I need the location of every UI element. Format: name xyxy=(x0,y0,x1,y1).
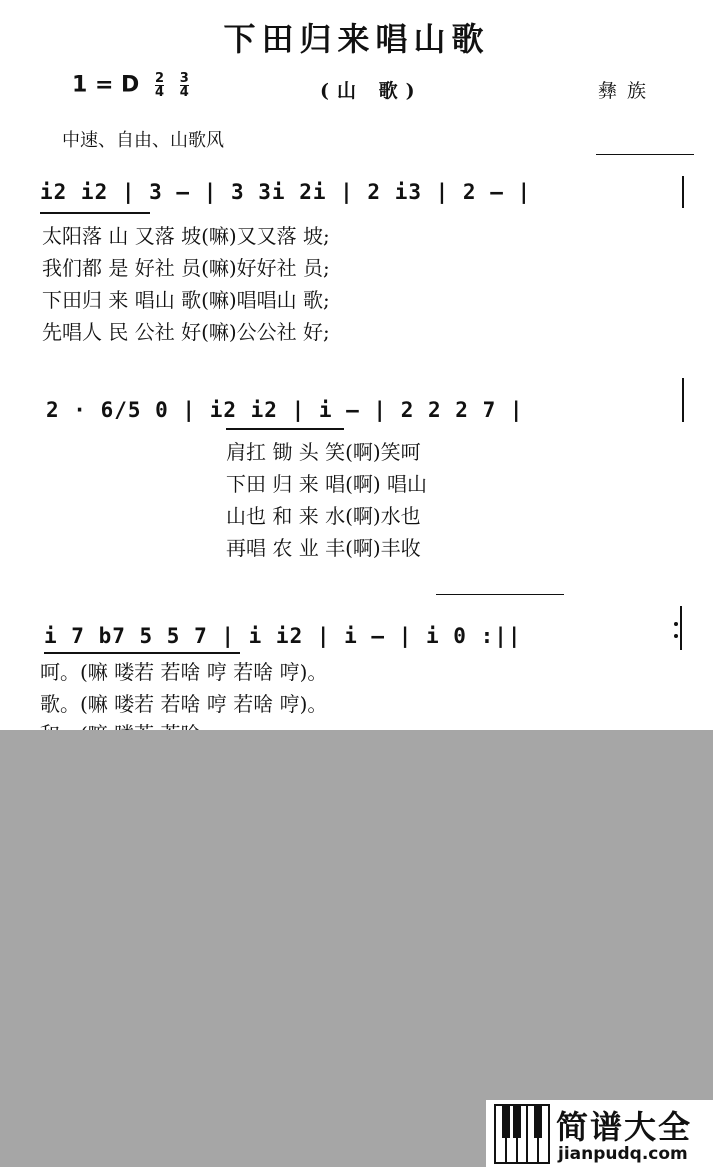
lyric-line-2-2: 下田 归 来 唱(啊) 唱山 xyxy=(226,472,428,496)
beat-underline xyxy=(44,652,240,654)
key-text: 1 = D xyxy=(72,72,140,98)
beat-underline xyxy=(226,428,344,430)
notation-line-2: 2 · 6/5 0 | i2 i2 | i – | 2 2 2 7 | xyxy=(46,398,524,422)
ethnicity-label: 彝族 xyxy=(598,80,657,102)
beat-underline xyxy=(40,212,150,214)
key-signature xyxy=(72,72,189,99)
lyric-line-1-4: 先唱人 民 公社 好(嘛)公公社 好; xyxy=(42,320,330,344)
song-title: 下田归来唱山歌 xyxy=(223,20,490,58)
logo-text: 简谱大全 xyxy=(556,1108,693,1146)
phrase-slur xyxy=(596,154,694,155)
lyric-line-1-2: 我们都 是 好社 员(嘛)好好社 员; xyxy=(42,256,330,280)
repeat-dot xyxy=(674,622,678,626)
notation-line-3: i 7 b7 5 5 7 | i i2 | i – | i 0 :|| xyxy=(44,624,522,648)
repeat-dot xyxy=(674,634,678,638)
piano-keys-icon xyxy=(494,1104,550,1164)
logo-url: jianpudq.com xyxy=(558,1144,688,1164)
notation-line-1: i2 i2 | 3 – | 3 3i 2i | 2 i3 | 2 – | xyxy=(40,180,532,204)
lyric-line-1-1: 太阳落 山 又落 坡(嘛)又又落 坡; xyxy=(42,224,330,248)
lyric-line-3-1: 呵。(嘛 喽若 若啥 哼 若啥 哼)。 xyxy=(40,660,328,684)
lyric-line-2-1: 肩扛 锄 头 笑(啊)笑呵 xyxy=(226,440,421,464)
genre-label: (山 歌) xyxy=(320,80,423,102)
phrase-slur xyxy=(436,594,564,595)
meter-a: $\frac{2}{4}$ xyxy=(155,71,165,100)
barline xyxy=(682,378,684,422)
site-logo xyxy=(486,1100,713,1167)
tempo-marking: 中速、自由、山歌风 xyxy=(62,130,224,151)
lyric-line-2-4: 再唱 农 业 丰(啊)丰收 xyxy=(226,536,421,560)
lyric-line-3-2: 歌。(嘛 喽若 若啥 哼 若啥 哼)。 xyxy=(40,692,328,716)
barline xyxy=(682,176,684,208)
lyric-line-1-3: 下田归 来 唱山 歌(嘛)唱唱山 歌; xyxy=(42,288,330,312)
meter-b: $\frac{3}{4}$ xyxy=(179,71,189,100)
lyric-line-2-3: 山也 和 来 水(啊)水也 xyxy=(226,504,421,528)
barline xyxy=(680,606,682,650)
